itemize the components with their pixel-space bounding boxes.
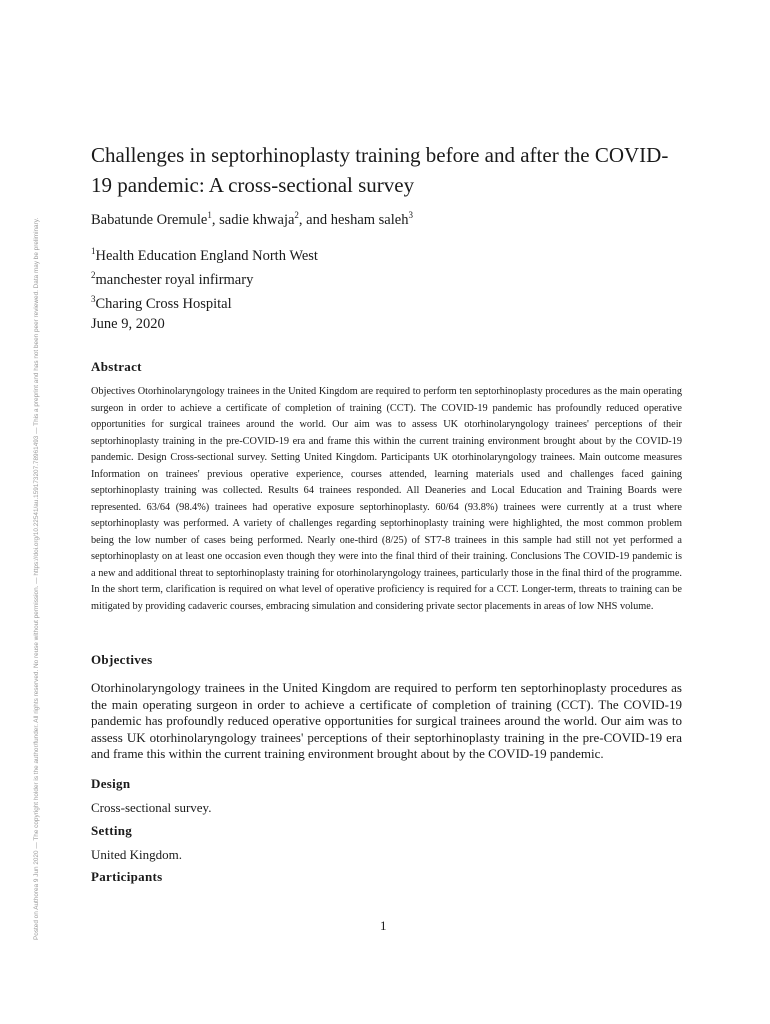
objectives-heading: Objectives — [91, 652, 153, 667]
author-name: Babatunde Oremule — [91, 212, 208, 228]
author-affil-marker: 1 — [207, 210, 212, 220]
author-separator: , and — [298, 212, 331, 228]
author-affil-marker: 3 — [408, 210, 413, 220]
affiliation — [91, 242, 318, 266]
affiliation — [91, 266, 318, 290]
affiliation-marker: 3 — [91, 294, 96, 304]
setting-text: United Kingdom. — [91, 847, 182, 862]
affiliation-name: manchester royal infirmary — [95, 272, 254, 288]
affiliation-name: Health Education England North West — [95, 248, 318, 264]
affiliation-marker: 2 — [91, 270, 96, 280]
publication-date: June 9, 2020 — [91, 316, 165, 332]
abstract-heading: Abstract — [91, 359, 142, 374]
affiliation — [91, 290, 318, 314]
preprint-sidebar — [28, 120, 46, 940]
author-name: hesham saleh — [330, 212, 409, 228]
affiliation-name: Charing Cross Hospital — [95, 296, 232, 312]
page-number: 1 — [380, 918, 387, 933]
affiliation-list — [91, 242, 318, 314]
preprint-notice: Posted on Authorea 9 Jun 2020 — The copyright holder is the author/funder. All rights reserved. No reuse without permission. — https://doi.org/10.22541/au.159173207.78961493 — This a preprint and has not been peer reviewed. Data may be preliminary. — [33, 217, 40, 940]
author-separator: , — [211, 212, 220, 228]
author-affil-marker: 2 — [294, 210, 299, 220]
setting-heading: Setting — [91, 823, 133, 838]
author-list — [91, 210, 413, 229]
design-heading: Design — [91, 776, 131, 791]
paper-title: Challenges in septorhinoplasty training before and after the COVID-19 pandemic: A cross-sectional survey — [91, 143, 669, 197]
design-text: Cross-sectional survey. — [91, 800, 212, 815]
abstract-text: Objectives Otorhinolaryngology trainees in the United Kingdom are required to perform ten septorhinoplasty procedures as the main operating surgeon in order to achieve a certificate of completion of training (CCT). The COVID-19 pandemic has profoundly reduced operative opportunities for surgical trainees around the world. Our aim was to assess UK otorhinolaryngology trainees' perceptions of their septorhinoplasty training in the pre-COVID-19 era and frame this within the current training environment brought about by the COVID-19 pandemic. Design Cross-sectional survey. Setting United Kingdom. Participants UK otorhinolaryngology trainees. Main outcome measures Information on trainees' previous operative experience, courses attended, learning materials used and challenges faced gaining septorhinoplasty training was collected. Results 64 trainees responded. All Deaneries and Local Education and Training Boards were represented. 63/64 (98.4%) trainees had operative exposure septorhinoplasty. 60/64 (93.8%) trainees were currently at a trust where septorhinoplasty was performed. A variety of challenges regarding septorhinoplasty training were highlighted, the most common problem being the low number of cases being performed. Nearly one-third (8/25) of ST7-8 trainees in this sample had still not yet performed a septorhinoplasty on at least one occasion even though they were into the final third of their training. Conclusions The COVID-19 pandemic is a new and additional threat to septorhinoplasty training for otorhinolaryngology trainees, particularly those in the final third of the programme. In the short term, clarification is required on what level of operative proficiency is required for a CCT. Longer-term, threats to training can be mitigated by providing cadaveric courses, embracing simulation and considering private sector placements in areas of low NHS volume. — [91, 386, 682, 612]
affiliation-marker: 1 — [91, 246, 96, 256]
author-name: sadie khwaja — [219, 212, 295, 228]
participants-heading: Participants — [91, 869, 163, 884]
objectives-text: Otorhinolaryngology trainees in the United Kingdom are required to perform ten septorhinoplasty procedures as the main operating surgeon in order to achieve a certificate of completion of training (CCT). The COVID-19 pandemic has profoundly reduced operative opportunities for surgical trainees around the world. Our aim was to assess UK otorhinolaryngology trainees' perceptions of their septorhinoplasty training in the pre-COVID-19 era and frame this within the current training environment brought about by the COVID-19 pandemic. — [91, 680, 682, 762]
